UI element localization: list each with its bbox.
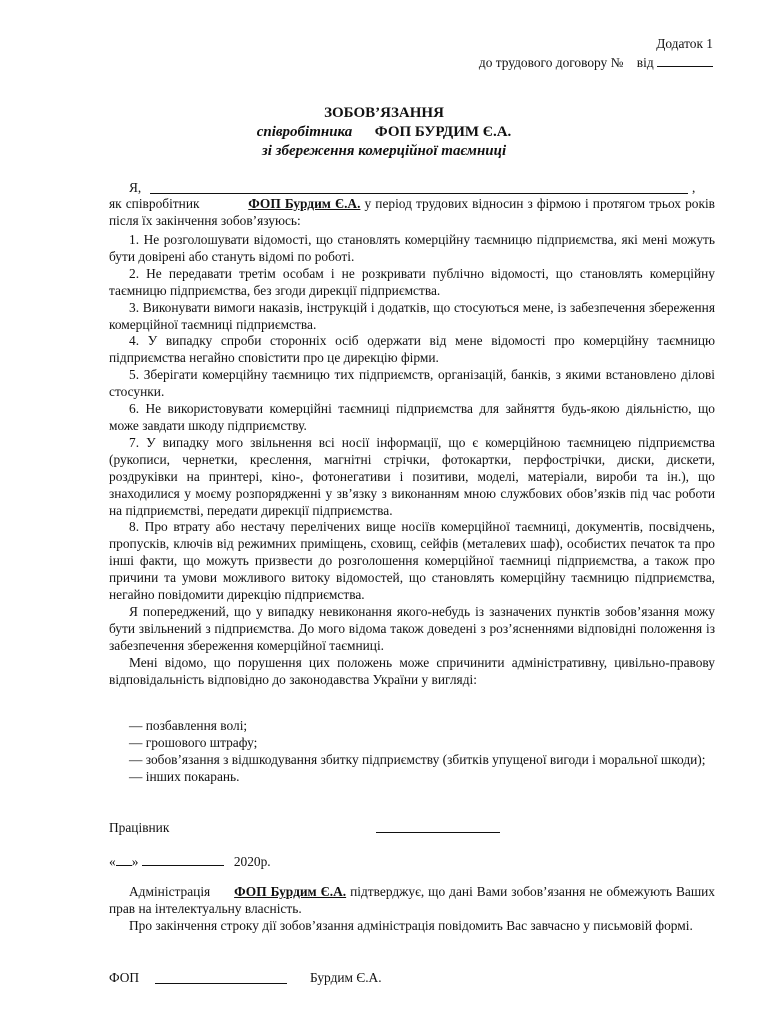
admin-company: ФОП Бурдим Є.А. [234, 884, 347, 899]
obligation-item: 7. У випадку мого звільнення всі носії інформації, що є комерційною таємницею підприємства (рукописи, чернетки, креслення, магнітні стрічки, фотокартки, перфострічки, диски, дискети, роздруківки на принтері, кіно-, фотонегативи і позитиви, моделі, матеріали, вироби та ін.), що знаходилися у моєму розпорядженні у зв’язку з виконанням мною службових обов’язків під час роботи на підприємстві, передати дирекції підприємства. [109, 434, 715, 518]
liability-item: — зобов’язання з відшкодування збитку підприємству (збитків упущеної вигоди і моральної шкоди); [129, 751, 706, 767]
worker-label: Працівник [109, 820, 170, 835]
obligations-list [109, 232, 715, 688]
intro-i-label: Я, [129, 180, 142, 195]
liabilities-list [109, 718, 715, 786]
liability-item: — позбавлення волі; [129, 718, 248, 733]
document-subtitle: співробітника ФОП БУРДИМ Є.А. [256, 124, 512, 140]
company-name: ФОП Бурдим Є.А. [248, 196, 361, 211]
admin-notice: Про закінчення строку дії зобов’язання адміністрація повідомить Вас завчасно у письмовій формі. [129, 917, 693, 933]
signature-date: « » 2020р. [109, 854, 271, 869]
contract-reference: до трудового договору № від [479, 54, 713, 71]
document-subject: зі збереження комерційної таємниці [261, 143, 507, 159]
appendix-label: Додаток 1 [656, 36, 713, 51]
liability-intro: Мені відомо, що порушення цих положень може спричинити адміністративну, цивільно-правову відповідальність відповідно до законодавства України у вигляді: [109, 654, 715, 687]
admin-confirmation: Адміністрація ФОП Бурдим Є.А. підтверджує, що дані Вами зобов’язання не обмежують Ваших прав на інтелектуальну власність. [109, 884, 715, 916]
day-blank [116, 853, 132, 866]
obligation-item: 2. Не передавати третім особам і не розкривати публічно відомості, що становлять комерційну таємницю підприємства, без згоди дирекції підприємства. [109, 265, 715, 298]
obligation-item: 4. У випадку спроби сторонніх осіб одержати від мене відомості про комерційну таємницю підприємства негайно сповістити про це дирекцію фірми. [109, 333, 715, 366]
liability-item: — інших покарань. [129, 768, 240, 784]
intro-paragraph: як співробітник ФОП Бурдим Є.А. у період трудових відносин з фірмою і протягом трьох років після їх закінчення зобов’язуюсь: [109, 196, 716, 228]
obligation-item: 5. Зберігати комерційну таємницю тих підприємств, організацій, банків, з якими встановлено ділові стосунки. [109, 367, 715, 400]
intro-comma: , [692, 180, 696, 195]
obligation-item: 3. Виконувати вимоги наказів, інструкцій і додатків, що стосуються мене, із забезпечення збереження комерційної таємниці підприємства. [109, 299, 715, 332]
fop-signature-blank [155, 971, 287, 984]
worker-signature-blank [376, 820, 500, 833]
admin-section [109, 884, 715, 935]
warning-paragraph: Я попереджений, що у випадку невиконання якого-небудь із зазначених пунктів зобов’язання можу бути звільнений з підприємства. До мого відома також доведені з роз’ясненнями відповідні положення із забезпечення збереження комерційної таємниці. [109, 603, 715, 653]
liability-item: — грошового штрафу; [129, 734, 258, 750]
employee-name-blank [150, 181, 688, 194]
obligation-item: 1. Не розголошувати відомості, що становлять комерційну таємницю підприємства, які мені можуть бути довірені або стануть відомі по роботі. [109, 232, 715, 264]
obligation-item: 8. Про втрату або нестачу перелічених вище носіїв комерційної таємниці, документів, посвідчень, пропусків, ключів від режимних приміщень, сховищ, сейфів (металевих шаф), особистих печаток та про інші факти, що можуть призвести до розголошення комерційної таємниці підприємства, а також про причини та умови можливого витоку відомостей, що становлять комерційну таємницю підприємства, негайно повідомити дирекцію підприємства. [109, 519, 715, 603]
document-title: ЗОБОВ’ЯЗАННЯ [324, 105, 444, 121]
obligation-item: 6. Не використовувати комерційні таємниці підприємства для зайняття будь-якою діяльністю, що може завдати шкоду підприємству. [109, 401, 715, 433]
fop-name: Бурдим Є.А. [310, 970, 382, 985]
month-blank [142, 853, 224, 866]
fop-label: ФОП [109, 970, 140, 985]
contract-date-blank [657, 54, 713, 67]
